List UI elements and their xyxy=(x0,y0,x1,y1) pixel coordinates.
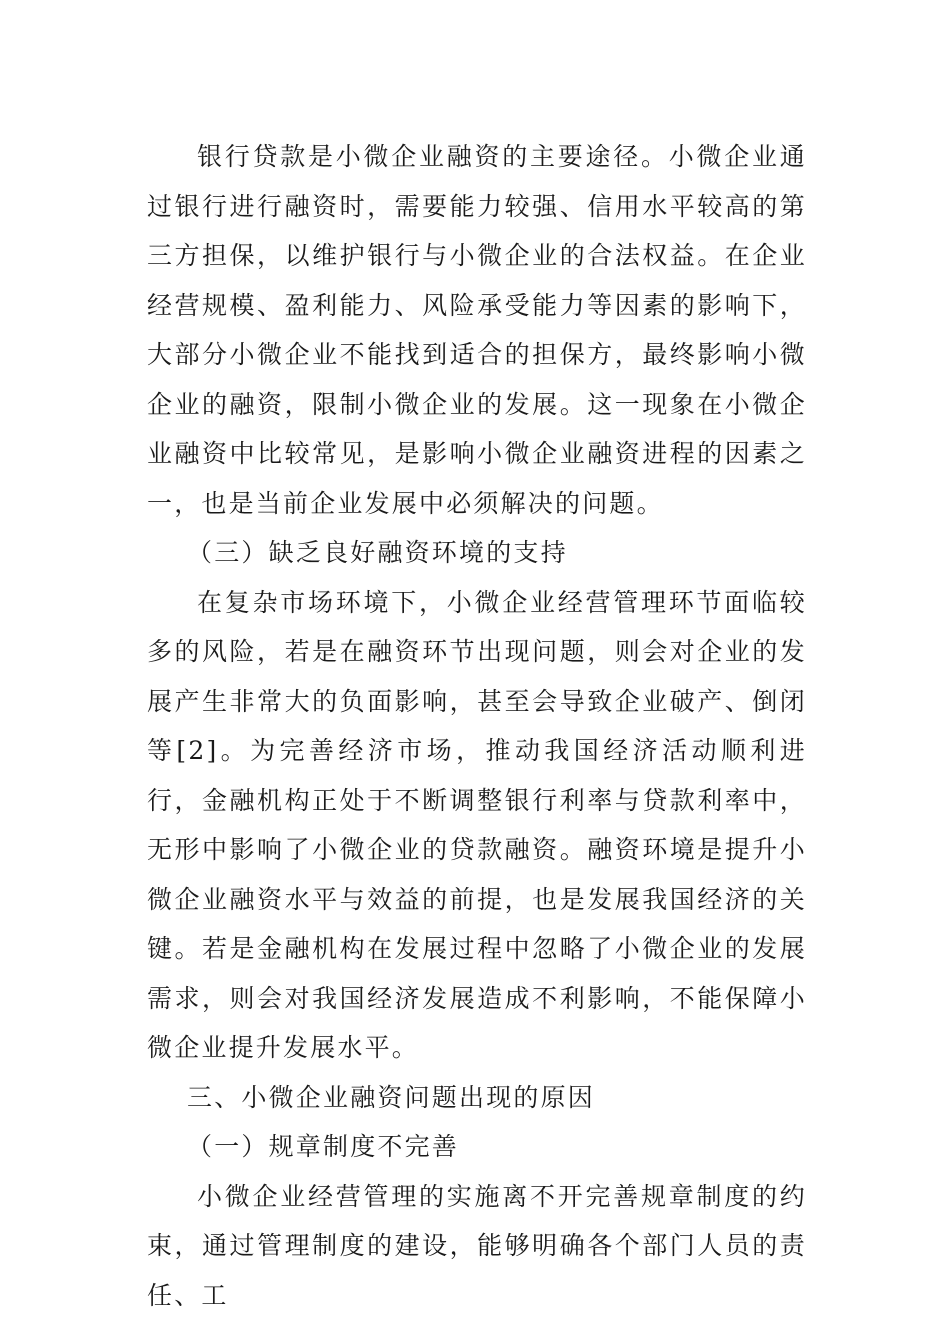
section-heading-financing-environment: （三）缺乏良好融资环境的支持 xyxy=(187,538,568,567)
paragraph-bank-loans: 银行贷款是小微企业融资的主要途径。小微企业通过银行进行融资时，需要能力较强、信用水平较高的第三方担保，以维护银行与小微企业的合法权益。在企业经营规模、盈利能力、风险承受能力等因素的影响下，大部分小微企业不能找到适合的担保方，最终影响小微企业的融资，限制小微企业的发展。这一现象在小微企业融资中比较常见，是影响小微企业融资进程的因素之一，也是当前企业发展中必须解决的问题。 xyxy=(147,142,807,518)
paragraph-market-environment: 在复杂市场环境下，小微企业经营管理环节面临较多的风险，若是在融资环节出现问题，则会对企业的发展产生非常大的负面影响，甚至会导致企业破产、倒闭等[2]。为完善经济市场，推动我国经济活动顺利进行，金融机构正处于不断调整银行利率与贷款利率中，无形中影响了小微企业的贷款融资。融资环境是提升小微企业融资水平与效益的前提，也是发展我国经济的关键。若是金融机构在发展过程中忽略了小微企业的发展需求，则会对我国经济发展造成不利影响，不能保障小微企业提升发展水平。 xyxy=(147,587,807,1062)
document-body xyxy=(147,132,807,1320)
chapter-heading-causes: 三、小微企业融资问题出现的原因 xyxy=(187,1082,596,1112)
paragraph-management-rules: 小微企业经营管理的实施离不开完善规章制度的约束，通过管理制度的建设，能够明确各个部门人员的责任、工 xyxy=(147,1181,807,1310)
section-heading-regulations: （一）规章制度不完善 xyxy=(187,1132,460,1161)
